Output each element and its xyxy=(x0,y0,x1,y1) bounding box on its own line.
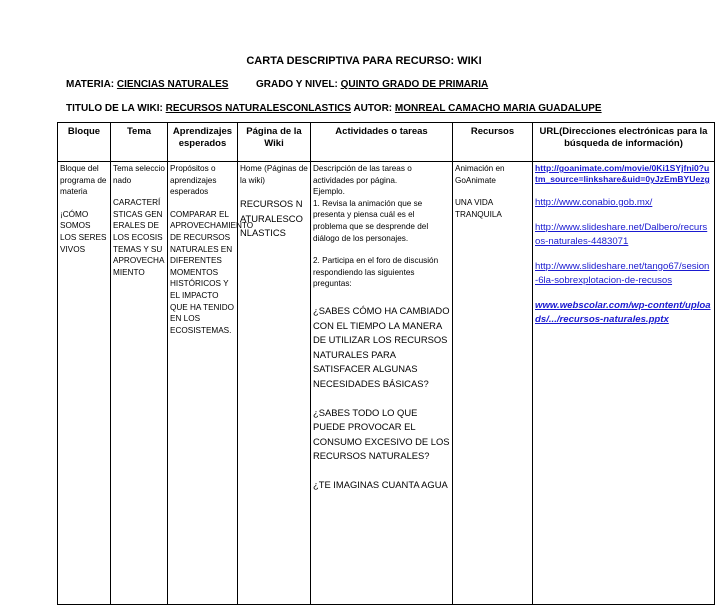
titulo-value: RECURSOS NATURALESCONLASTICS xyxy=(165,103,352,114)
bloque-desc: Bloque del programa de materia xyxy=(60,164,107,197)
actividades-intro: Descripción de las tareas o actividades por página. xyxy=(313,164,412,185)
materia-value: CIENCIAS NATURALES xyxy=(116,79,229,90)
actividades-paso1: 1. Revisa la animación que se presenta y piensa cuál es el problema que se desprende del diálogo de los personajes. xyxy=(313,198,429,243)
pagina-desc: Home (Páginas de la wiki) xyxy=(240,164,308,185)
header-actividades: Actividades o tareas xyxy=(311,123,453,162)
header-bloque: Bloque xyxy=(58,123,111,162)
actividades-ejemplo: Ejemplo. xyxy=(313,187,345,197)
header-pagina: Página de la Wiki xyxy=(238,123,311,162)
pagina-value: RECURSOS NATURALESCONLASTICS xyxy=(240,198,303,239)
materia-label: MATERIA: xyxy=(66,79,115,90)
table-row xyxy=(58,162,715,605)
header-row xyxy=(58,123,715,162)
header-urls: URL(Direcciones electrónicas para la búsqueda de información) xyxy=(533,123,715,162)
pagina-cell xyxy=(238,162,311,605)
pregunta-2: ¿SABES TODO LO QUE PUEDE PROVOCAR EL CONSUMO EXCESIVO DE LOS RECURSOS NATURALES? xyxy=(313,406,450,462)
aprendizajes-desc: Propósitos o aprendizajes esperados xyxy=(170,164,217,197)
header-aprendizajes: Aprendizajes esperados xyxy=(168,123,238,162)
materia-line xyxy=(66,79,488,90)
url-link-goanimate[interactable]: http://goanimate.com/movie/0Ki1SYjfni0?utm_source=linkshare&uid=0yJzEmBYUezg xyxy=(535,163,710,184)
aprendizajes-value: COMPARAR EL APROVECHAMIENTO DE RECURSOS NATURALES EN DIFERENTES MOMENTOS HISTÓRICOS Y EL IMPACTO QUE HA TENIDO EN LOS ECOSISTEMAS. xyxy=(170,209,254,335)
bloque-cell xyxy=(58,162,111,605)
grado-label: GRADO Y NIVEL: xyxy=(255,79,338,90)
autor-label: AUTOR: xyxy=(353,103,393,114)
bloque-value: ¡CÓMO SOMOS LOS SERES VIVOS xyxy=(60,209,107,254)
url-link-webscolar[interactable]: www.webscolar.com/wp-content/uploads/.../recursos-naturales.pptx xyxy=(535,300,711,325)
urls-cell xyxy=(533,162,715,605)
document-title: CARTA DESCRIPTIVA PARA RECURSO: WIKI xyxy=(246,55,482,67)
recursos-cell xyxy=(453,162,533,605)
pregunta-3: ¿TE IMAGINAS CUANTA AGUA xyxy=(313,478,448,490)
tema-cell xyxy=(111,162,168,605)
recurso-animacion: Animación en GoAnimate xyxy=(455,164,505,185)
descriptive-table xyxy=(57,122,715,605)
url-link-slideshare-1[interactable]: http://www.slideshare.net/Dalbero/recursos-naturales-4483071 xyxy=(535,222,708,247)
autor-value: MONREAL CAMACHO MARIA GUADALUPE xyxy=(394,103,602,114)
pregunta-1: ¿SABES CÓMO HA CAMBIADO CON EL TIEMPO LA MANERA DE UTILIZAR LOS RECURSOS NATURALES PARA SATISFACER ALGUNAS NECESIDADES BÁSICAS? xyxy=(313,304,450,389)
tema-desc: Tema seleccionado xyxy=(113,164,165,185)
actividades-cell xyxy=(311,162,453,605)
url-link-slideshare-2[interactable]: http://www.slideshare.net/tango67/sesion-6la-sobrexplotacion-de-recusos xyxy=(535,261,710,286)
actividades-paso2: 2. Participa en el foro de discusión respondiendo las siguientes preguntas: xyxy=(313,256,439,289)
tema-value: CARACTERÍSTICAS GENERALES DE LOS ECOSISTEMAS Y SU APROVECHAMIENTO xyxy=(113,198,165,277)
titulo-line xyxy=(66,103,602,114)
header-recursos: Recursos xyxy=(453,123,533,162)
titulo-label: TITULO DE LA WIKI: xyxy=(66,103,163,114)
aprendizajes-cell xyxy=(168,162,254,605)
grado-value: QUINTO GRADO DE PRIMARIA xyxy=(340,79,489,90)
url-link-conabio[interactable]: http://www.conabio.gob.mx/ xyxy=(535,197,653,208)
recurso-video: UNA VIDA TRANQUILA xyxy=(455,198,502,219)
header-tema: Tema xyxy=(111,123,168,162)
